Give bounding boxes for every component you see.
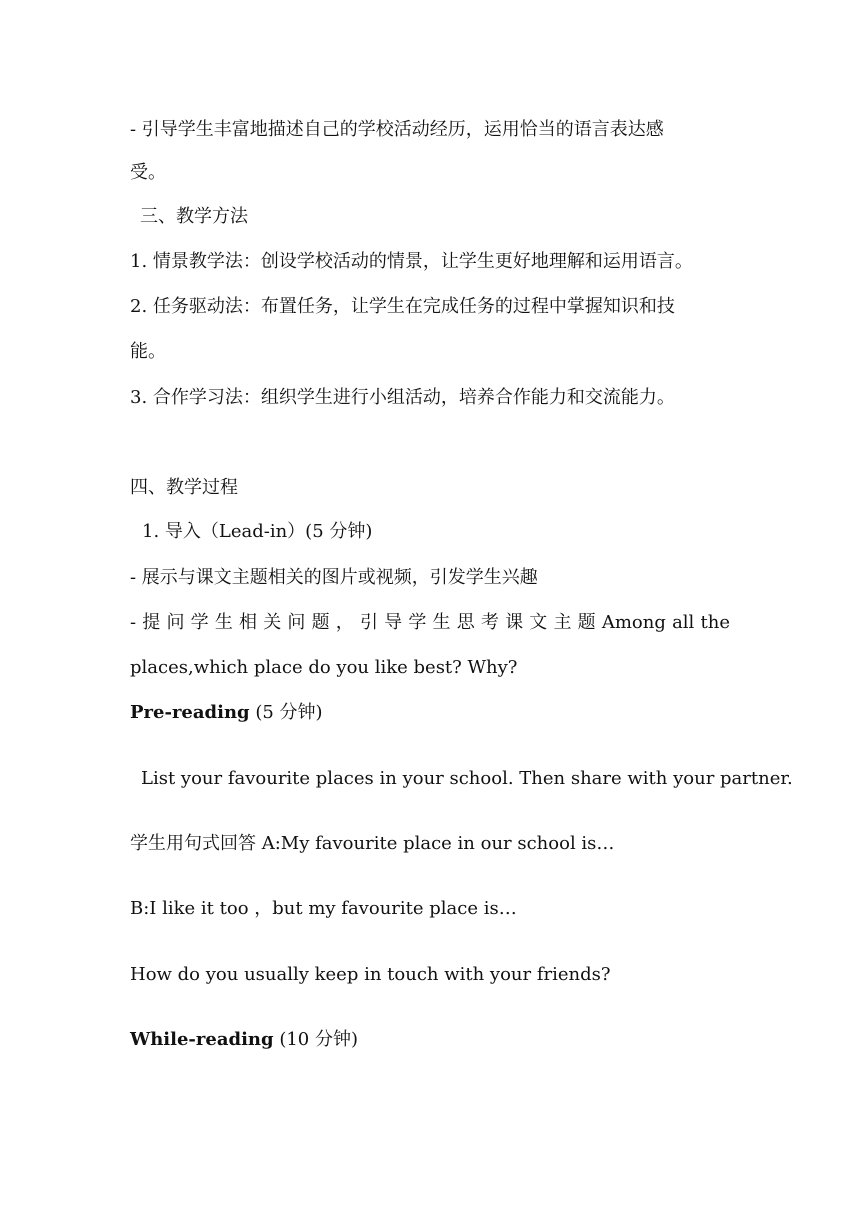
justified-word: 引 (359, 612, 378, 633)
sentence-pattern-a: 学生用句式回答 A:My favourite place in our school is… (130, 833, 615, 854)
method-item-2-line-1: 2. 任务驱动法：布置任务，让学生在完成任务的过程中掌握知识和技 (130, 296, 675, 317)
justified-word: 提 (142, 612, 161, 633)
justified-word: all (672, 612, 695, 633)
justified-word: - (130, 612, 137, 633)
justified-word: 关 (263, 612, 282, 633)
justified-word: 相 (239, 612, 258, 633)
pre-reading-task: List your favourite places in your school. Then share with your partner. (141, 768, 793, 789)
justified-word: 问 (166, 612, 185, 633)
discussion-question: How do you usually keep in touch with your friends? (130, 964, 611, 985)
pre-reading-label: Pre-reading (130, 702, 250, 723)
pre-reading-heading (130, 701, 730, 725)
lead-in-bullet-2-line-2: places,which place do you like best? Why? (130, 657, 518, 678)
section-heading-process: 四、教学过程 (130, 477, 238, 498)
justified-word: 学 (190, 612, 209, 633)
section-heading-methods: 三、教学方法 (140, 206, 248, 227)
justified-word: 学 (408, 612, 427, 633)
justified-word: 课 (505, 612, 524, 633)
objective-line-1: - 引导学生丰富地描述自己的学校活动经历，运用恰当的语言表达感 (130, 119, 664, 140)
objective-line-2: 受。 (130, 162, 166, 183)
justified-word: Among (601, 612, 666, 633)
justified-word: the (700, 612, 730, 633)
justified-word: 考 (480, 612, 499, 633)
while-reading-label: While-reading (130, 1029, 274, 1050)
justified-word: 文 (529, 612, 548, 633)
method-item-2-line-2: 能。 (130, 341, 166, 362)
lead-in-bullet-1: - 展示与课文主题相关的图片或视频，引发学生兴趣 (130, 567, 538, 588)
while-reading-time: (10 分钟) (273, 1029, 359, 1050)
justified-word: 生 (432, 612, 451, 633)
pre-reading-time: (5 分钟) (249, 702, 323, 723)
method-item-1: 1. 情景教学法：创设学校活动的情景，让学生更好地理解和运用语言。 (130, 251, 693, 272)
justified-word: 问 (287, 612, 306, 633)
justified-word: 题 (311, 612, 330, 633)
sentence-pattern-b: B:I like it too ，but my favourite place is… (130, 898, 517, 919)
justified-word: 题 (577, 612, 596, 633)
justified-word: ， (335, 612, 354, 633)
justified-word: 主 (553, 612, 572, 633)
justified-word: 生 (214, 612, 233, 633)
method-item-3: 3. 合作学习法：组织学生进行小组活动，培养合作能力和交流能力。 (130, 387, 675, 408)
while-reading-heading (130, 1028, 730, 1052)
justified-word: 导 (384, 612, 403, 633)
lead-in-heading: 1. 导入（Lead-in）(5 分钟) (142, 521, 373, 542)
lead-in-bullet-2-line-1 (130, 611, 730, 635)
justified-word: 思 (456, 612, 475, 633)
